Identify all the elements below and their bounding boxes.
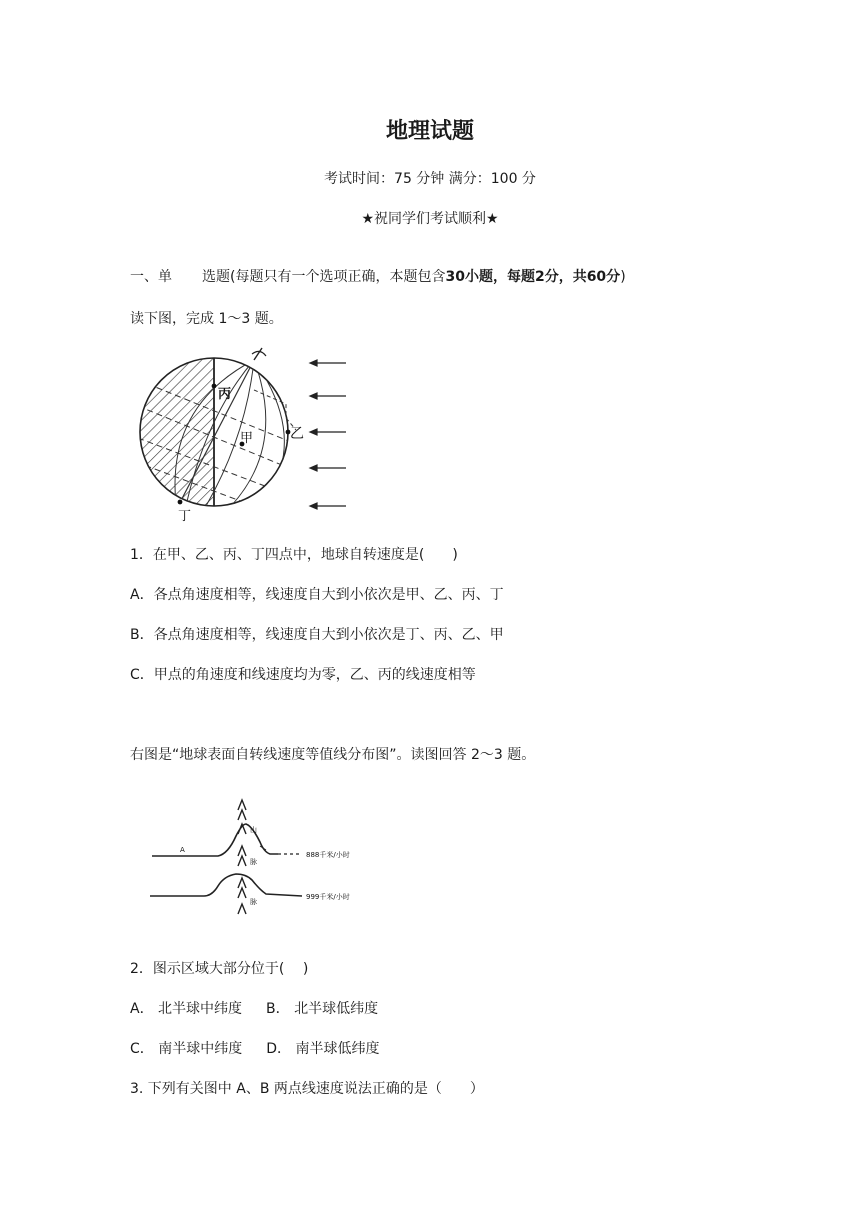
mountain-symbol-icon	[238, 810, 246, 820]
sun-ray-arrow-icon	[310, 360, 346, 366]
question-2-option-d: D． 南半球低纬度	[266, 1041, 380, 1057]
question-1-option-c: C．甲点的角速度和线速度均为零，乙、丙的线速度相等	[130, 667, 476, 683]
mountain-symbol-icon	[238, 904, 246, 914]
sunlight-arrows	[310, 360, 346, 509]
question-2-option-b: B． 北半球低纬度	[266, 1001, 379, 1017]
axis-top	[254, 348, 262, 360]
globe-illumination-figure	[136, 346, 350, 524]
globe	[136, 348, 304, 524]
label-yi: 乙	[290, 426, 304, 442]
isoline-velocity-figure	[146, 794, 366, 918]
exam-wish: ★祝同学们考试顺利★	[361, 211, 499, 227]
mountain-symbol-icon	[238, 888, 246, 898]
question-1-option-b: B．各点角速度相等，线速度自大到小依次是丁、丙、乙、甲	[130, 627, 504, 643]
point-ding	[178, 500, 183, 505]
question-1-option-a: A．各点角速度相等，线速度自大到小依次是甲、乙、丙、丁	[130, 587, 504, 603]
sun-ray-arrow-icon	[310, 393, 346, 399]
label-a: A	[180, 846, 185, 854]
question-group-1-intro: 读下图，完成 1～3 题。	[130, 311, 283, 327]
extension-dashes	[254, 390, 296, 430]
label-jia: 甲	[240, 431, 254, 446]
mountain-symbol-icon	[238, 856, 246, 866]
question-2-stem: 2．图示区域大部分位于( )	[130, 961, 309, 977]
section-bold-info: 30小题，每题2分，共60分	[445, 269, 621, 285]
question-2-options-row-1	[130, 998, 378, 1018]
label-999: 999千米/小时	[306, 893, 350, 901]
label-ding: 丁	[178, 509, 192, 524]
sun-ray-arrow-icon	[310, 429, 346, 435]
question-2-option-a: A． 北半球中纬度	[130, 1001, 243, 1017]
label-888: 888千米/小时	[306, 851, 350, 859]
label-vein-2: 脉	[250, 898, 257, 906]
question-group-2-intro: 右图是“地球表面自转线速度等值线分布图”。读图回答 2～3 题。	[130, 747, 536, 763]
isoline-999	[150, 874, 302, 896]
section-heading	[130, 266, 626, 286]
section-intro: 选题(每题只有一个选项正确，本题包含	[202, 269, 446, 285]
section-prefix: 一、单	[130, 269, 172, 285]
mountain-symbols	[238, 800, 246, 914]
page-title: 地理试题	[385, 119, 474, 144]
question-2-option-c: C． 南半球中纬度	[130, 1041, 243, 1057]
night-hemisphere	[140, 358, 214, 506]
label-mountain: 山	[250, 826, 257, 834]
question-1-stem: 1．在甲、乙、丙、丁四点中，地球自转速度是( )	[130, 547, 458, 563]
section-suffix: )	[620, 269, 626, 285]
isoline-888	[152, 824, 278, 856]
question-2-options-row-2	[130, 1038, 379, 1058]
label-bing: 丙	[218, 387, 232, 402]
label-vein-1: 脉	[250, 858, 257, 866]
exam-info: 考试时间：75 分钟 满分：100 分	[324, 171, 536, 187]
sun-ray-arrow-icon	[310, 503, 346, 509]
point-bing	[212, 384, 217, 389]
sun-ray-arrow-icon	[310, 465, 346, 471]
question-3-stem: 3. 下列有关图中 A、B 两点线速度说法正确的是（ ）	[130, 1081, 484, 1097]
